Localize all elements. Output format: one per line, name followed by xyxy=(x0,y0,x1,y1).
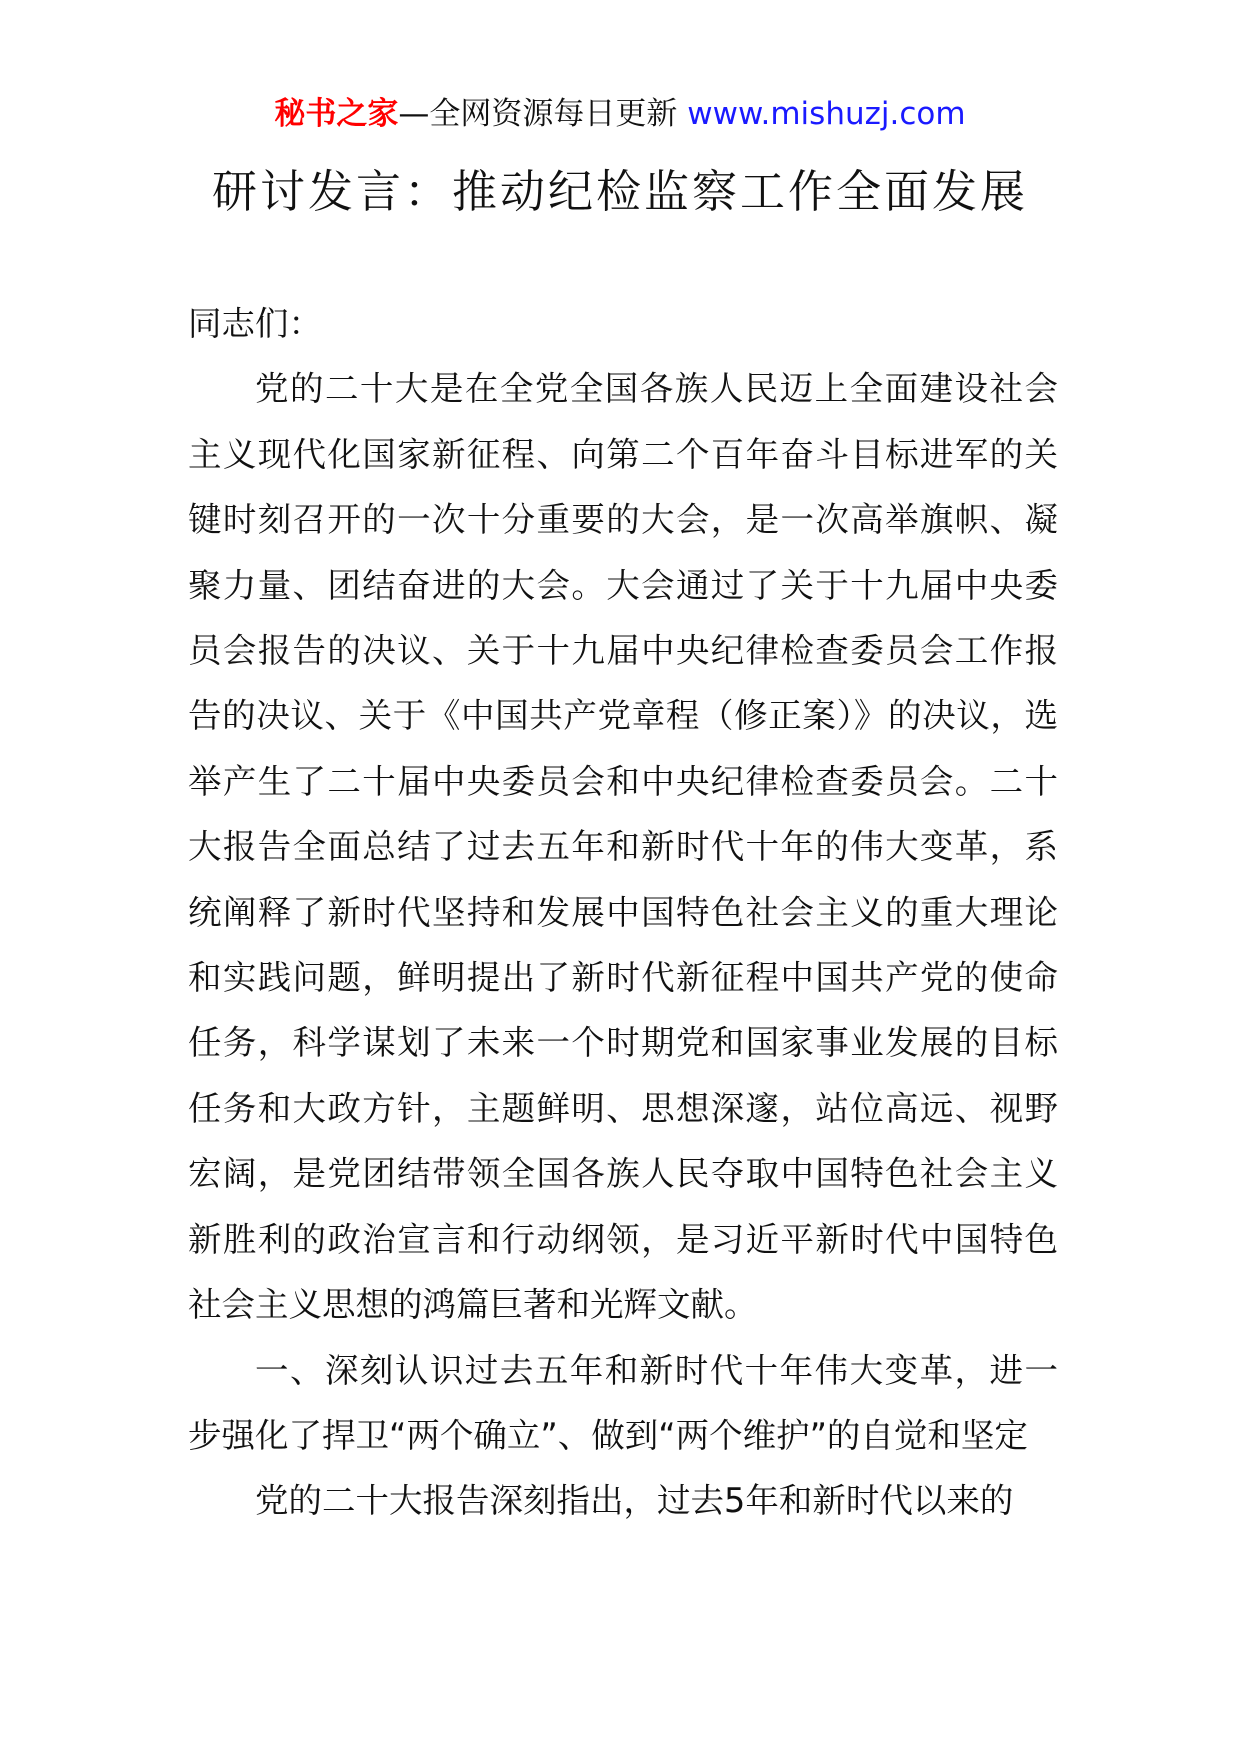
site-header xyxy=(0,94,1240,134)
section-heading-1: 一、深刻认识过去五年和新时代十年伟大变革，进一步强化了捍卫“两个确立”、做到“两个维护”的自觉和坚定 xyxy=(188,1350,1058,1455)
site-url-link[interactable]: www.mishuzj.com xyxy=(687,96,966,132)
document-title: 研讨发言：推动纪检监察工作全面发展 xyxy=(211,165,1028,218)
body-paragraph-section-1: 党的二十大报告深刻指出，过去5年和新时代以来的 xyxy=(255,1481,1014,1521)
site-tagline: —全网资源每日更新 xyxy=(398,96,678,132)
body-paragraph-intro: 党的二十大是在全党全国各族人民迈上全面建设社会主义现代化国家新征程、向第二个百年奋斗目标进军的关键时刻召开的一次十分重要的大会，是一次高举旗帜、凝聚力量、团结奋进的大会。大会通过了关于十九届中央委员会报告的决议、关于十九届中央纪律检查委员会工作报告的决议、关于《中国共产党章程（修正案）》的决议，选举产生了二十届中央委员会和中央纪律检查委员会。二十大报告全面总结了过去五年和新时代十年的伟大变革，系统阐释了新时代坚持和发展中国特色社会主义的重大理论和实践问题，鲜明提出了新时代新征程中国共产党的使命任务，科学谋划了未来一个时期党和国家事业发展的目标任务和大政方针，主题鲜明、思想深邃，站位高远、视野宏阔，是党团结带领全国各族人民夺取中国特色社会主义新胜利的政治宣言和行动纲领，是习近平新时代中国特色社会主义思想的鸿篇巨著和光辉文献。 xyxy=(188,369,1058,1325)
document-body xyxy=(188,291,1058,1534)
brand-name: 秘书之家 xyxy=(274,96,399,132)
salutation: 同志们： xyxy=(188,304,322,343)
